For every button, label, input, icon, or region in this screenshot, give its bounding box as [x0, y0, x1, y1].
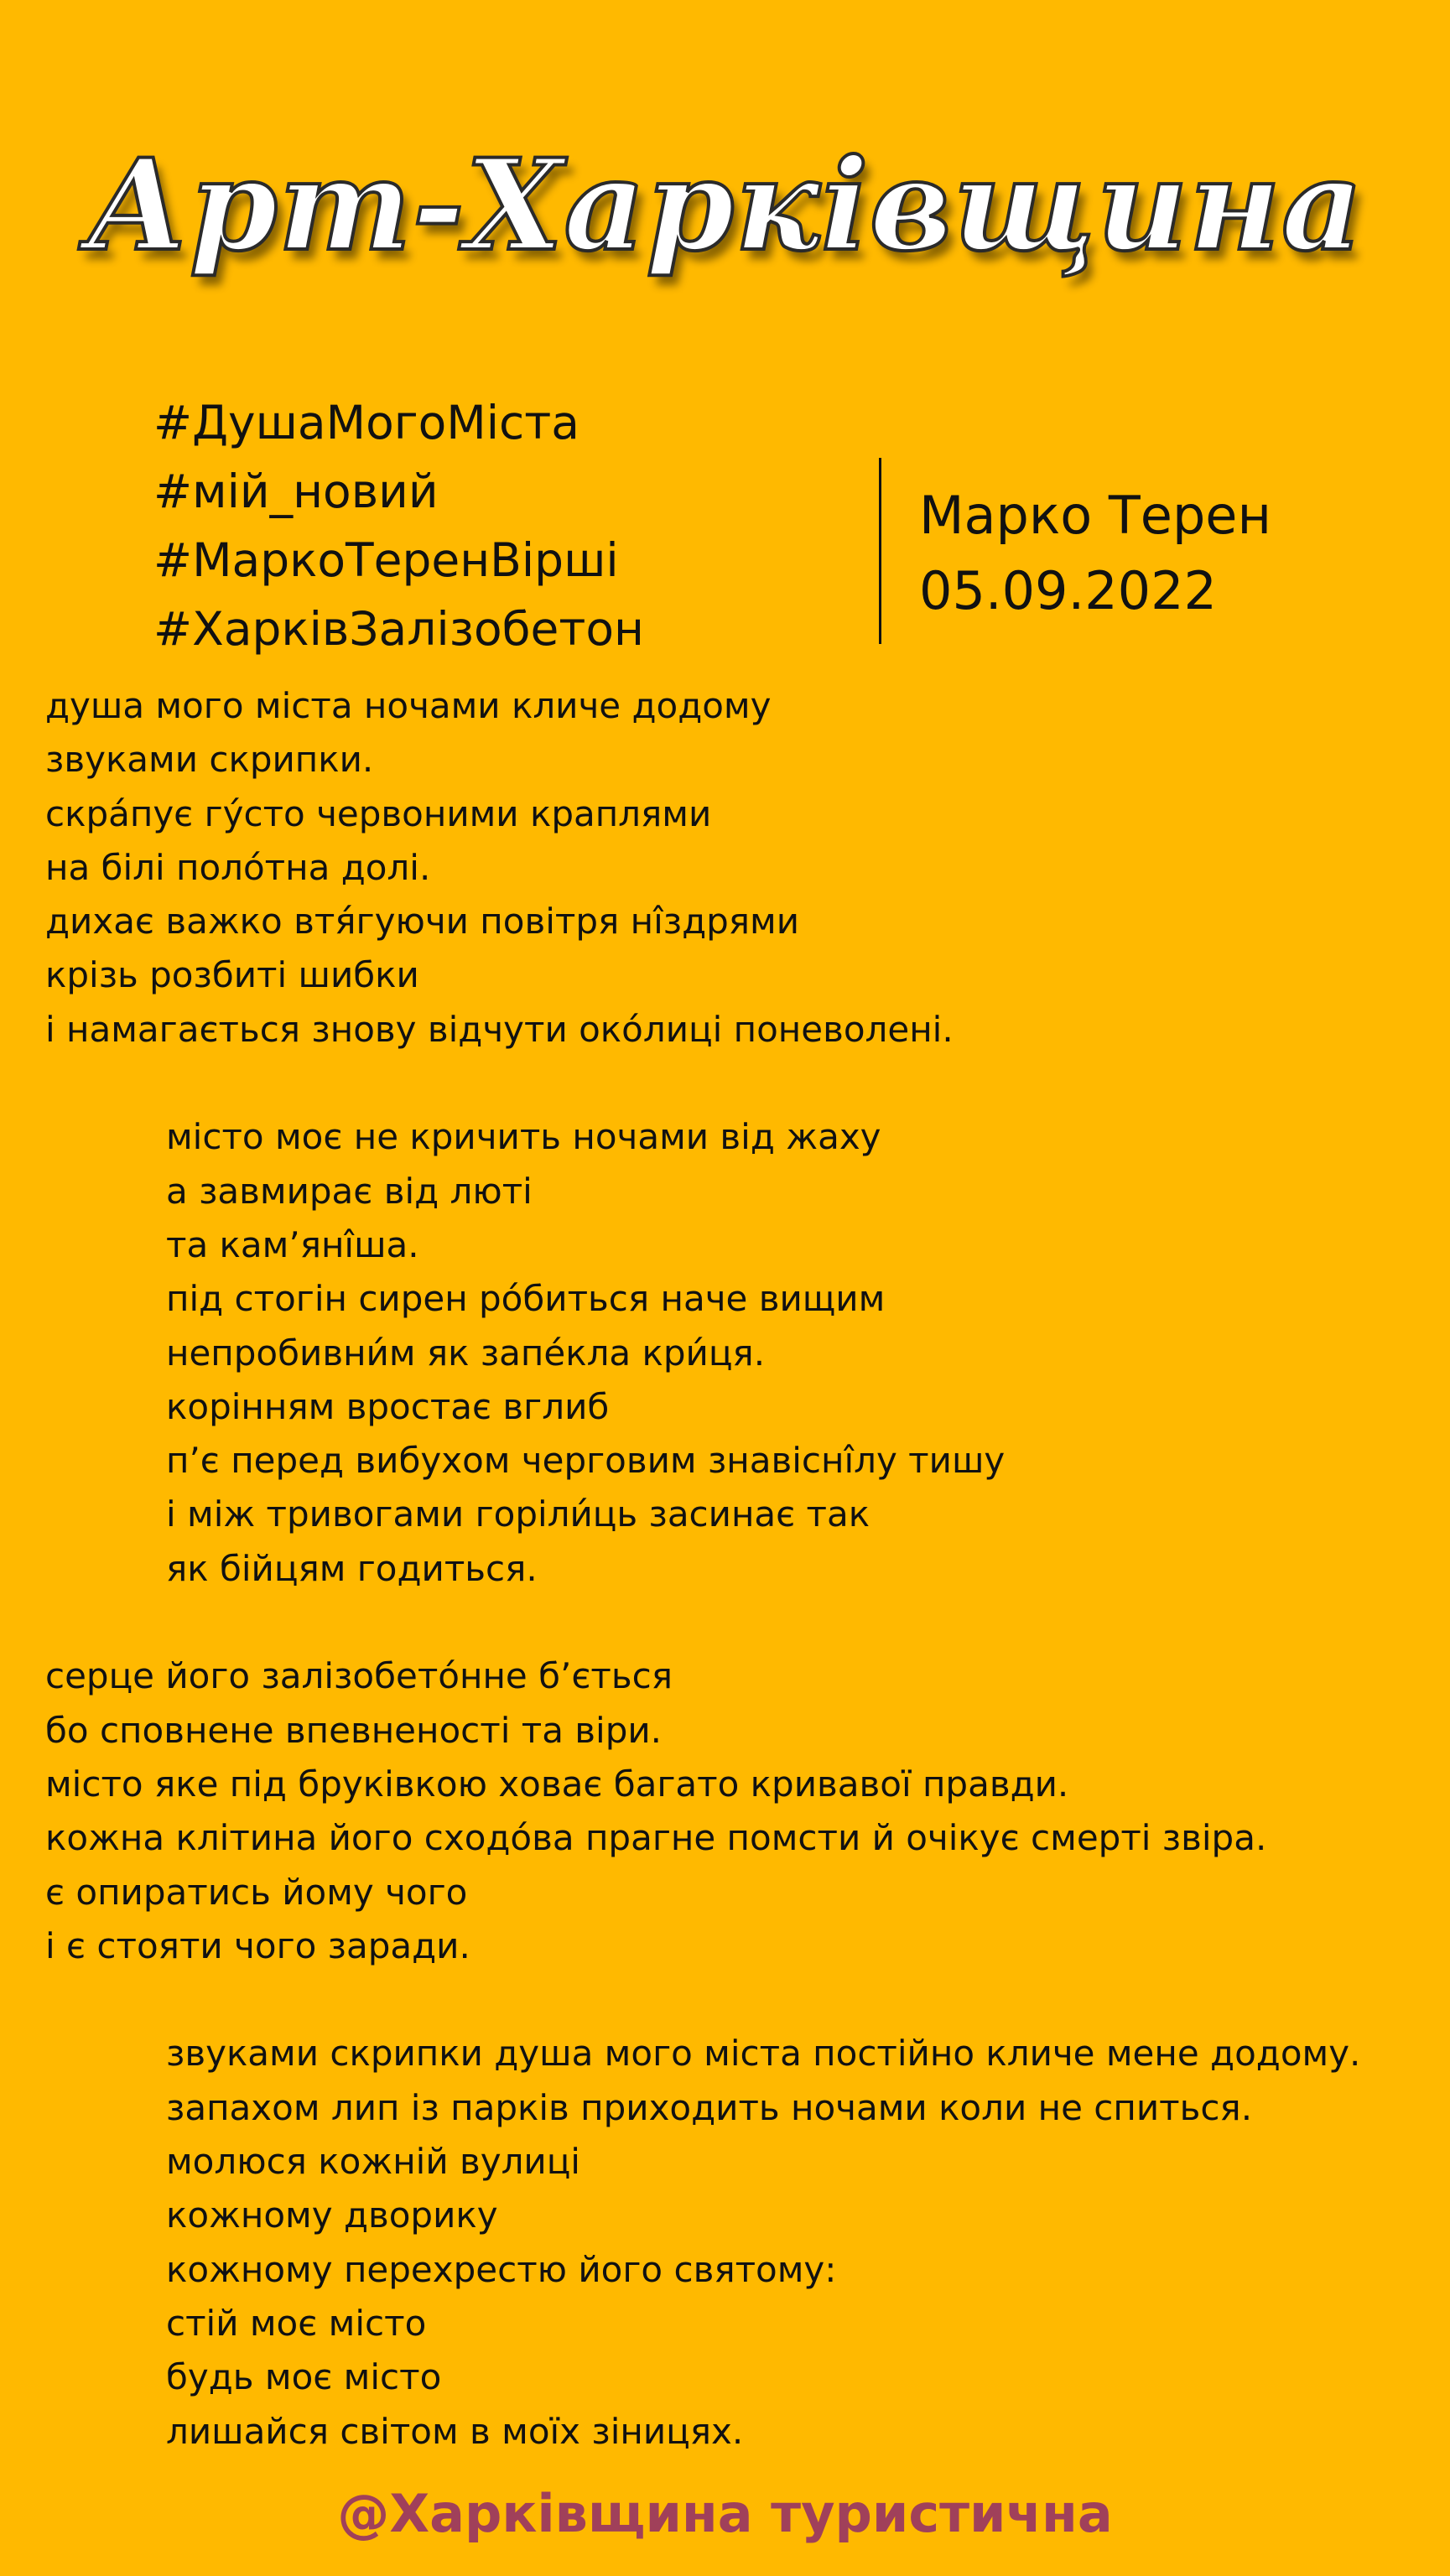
hashtag: #ДушаМогоМіста [153, 396, 579, 449]
poem-line: на білі полóтна долі. [45, 846, 431, 888]
poem-line: крізь розбиті шибки [45, 954, 419, 996]
page-title: Арт-Харківщина [86, 132, 1364, 279]
poem-line: під стогін сирен рóбиться наче вищим [166, 1278, 886, 1320]
hashtag: #ХарківЗалізобетон [153, 602, 644, 656]
hashtag: #МаркоТеренВірші [153, 533, 619, 587]
poem-line: дихає важко втя́гуючи повітря ні̂здрями [45, 901, 800, 943]
poem-line: стій моє місто [166, 2302, 427, 2344]
poem-line: і між тривогами горіли́ць засинає так [166, 1493, 871, 1535]
poem-line: місто моє не кричить ночами від жаху [166, 1116, 881, 1158]
poem-line: як бійцям годиться. [166, 1547, 538, 1589]
footer-handle[interactable] [0, 2480, 1450, 2547]
hashtag: #мій_новий [153, 465, 439, 518]
poem-line: серце його залізобетóнне б’ється [45, 1655, 673, 1697]
poem-line: місто яке під бруківкою ховає багато кривавої правди. [45, 1763, 1069, 1805]
stanza [0, 1110, 1450, 1596]
poem-line: скрáпує гýсто червоними краплями [45, 792, 712, 834]
poem-line: звуками скрипки. [45, 739, 374, 781]
poem-line: лишайся світом в моїх зіницях. [166, 2410, 744, 2452]
hashtag-list [153, 388, 644, 663]
poem-line: будь моє місто [166, 2356, 442, 2398]
footer-text: @Харківщина туристична [337, 2483, 1113, 2544]
poem-line: душа мого міста ночами кличе додому [45, 685, 772, 726]
poem-line: п’є перед вибухом черговим знавісні̂лу тишу [166, 1440, 1006, 1482]
poem-line: молюся кожній вулиці [166, 2141, 580, 2183]
poem-line: звуками скрипки душа мого міста постійно кличе мене додому. [166, 2033, 1361, 2075]
poem-line: і намагається знову відчути окóлиці поневолені. [45, 1008, 954, 1050]
poem-line: непробивни́м як запéкла кри́ця. [166, 1332, 766, 1374]
poem-line: і є стояти чого заради. [45, 1924, 470, 1966]
stanza [0, 679, 1450, 1057]
divider [879, 458, 881, 644]
poem-line: а завмирає від люті [166, 1170, 533, 1212]
poem-line: кожному перехрестю його святому: [166, 2248, 837, 2290]
publish-date: 05.09.2022 [919, 560, 1217, 621]
author-name: Марко Терен [919, 485, 1271, 546]
poem-line: запахом лип із парків приходить ночами коли не спиться. [166, 2086, 1253, 2128]
poem-line: бо сповнене впевненості та віри. [45, 1709, 663, 1751]
poem-line: та кам’яні̂ша. [166, 1223, 419, 1265]
poem [0, 679, 1450, 2459]
stanza [0, 1649, 1450, 1973]
poem-line: кожному дворику [166, 2194, 498, 2236]
stanza [0, 2027, 1450, 2458]
poem-line: кожна клітина його сходóва прагне помсти й очікує смерті звіра. [45, 1817, 1267, 1859]
author-block [919, 478, 1271, 629]
poem-line: корінням вростає вглиб [166, 1385, 610, 1427]
poem-line: є опиратись йому чого [45, 1871, 468, 1913]
